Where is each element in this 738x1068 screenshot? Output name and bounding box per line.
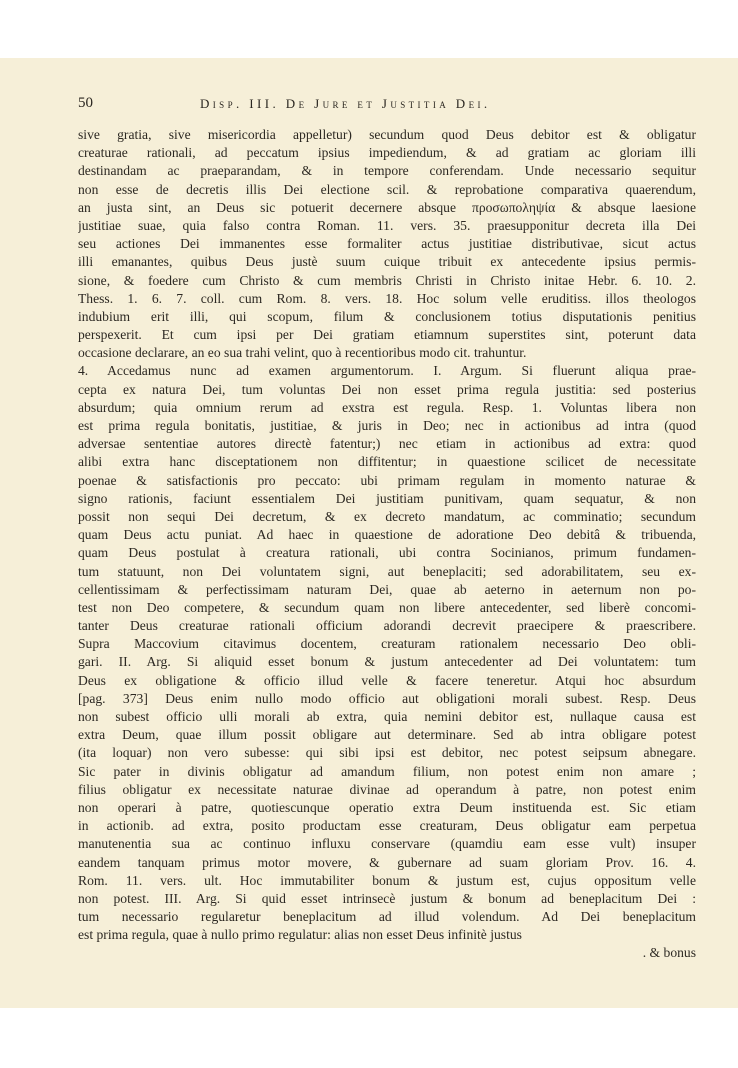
text-line: est prima regula, quae à nullo primo regulatur: alias non esset Deus infinitè justus	[78, 927, 522, 943]
text-line: in actionib. ad extra, posito productam esse creaturam, Deus obligatur eam perpetua	[78, 818, 696, 834]
text-line: tum necessario regularetur beneplacitum ad illud volendum. Ad Dei beneplacitum	[78, 909, 696, 925]
text-line: occasione declarare, an eo sua trahi velint, quo à recentioribus modo cit. trahuntur.	[78, 345, 527, 361]
text-line: quam Deus postulat à creatura rationali, ubi contra Socinianos, primum fundamen-	[78, 545, 696, 561]
text-line: quam Deus actu puniat. Ad haec in quaestione de adoratione Deo debitâ & tribuenda,	[78, 527, 696, 543]
text-line: Sic pater in divinis obligatur ad amandum filium, non potest enim non amare ;	[78, 763, 696, 779]
text-line: manutenentia sua ac continuo influxu conservare (quamdiu eam esse vult) insuper	[78, 836, 696, 852]
text-line: illi emanantes, quibus Deus justè suum cuique tribuit ex antecedente ipsius permis-	[78, 254, 696, 270]
text-line: tanter Deus creaturae rationali officium adorandi decrevit praecipere & praescribere.	[78, 618, 696, 634]
text-line: non operari à patre, quotiescunque operatio extra Deum instituenda est. Sic etiam	[78, 799, 696, 815]
text-line: indubium erit illi, qui scopum, filum & conclusionem totius disputationis penitius	[78, 308, 696, 324]
text-line: non potest. III. Arg. Si quid esset intrinsecè justum & bonum ad beneplacitum Dei :	[78, 890, 696, 906]
text-line: non esse de decretis illis Dei electione scil. & reprobatione comparativa quaerendum,	[78, 181, 696, 197]
text-line: seu actiones Dei immanentes esse formaliter actus justitiae distributivae, sicut actus	[78, 236, 696, 252]
text-line: test non Deo competere, & secundum quam non libere antecedenter, sed liberè concomi-	[78, 599, 696, 615]
text-line: 4. Accedamus nunc ad examen argumentorum. I. Argum. Si fluerunt aliqua prae-	[78, 363, 696, 379]
text-line: destinandam ac praeparandam, & in tempore conferendam. Unde necessario sequitur	[78, 163, 696, 179]
text-line: cellentissimam & perfectissimam naturam Dei, quae ab aeterno in aeternum non po-	[78, 581, 696, 597]
text-line: Rom. 11. vers. ult. Hoc immutabiliter bonum & justum est, cujus oppositum velle	[78, 872, 696, 888]
text-line: possit non sequi Dei decretum, & ex decreto mandatum, ac comminatio; secundum	[78, 508, 696, 524]
text-line: (ita loquar) non vero subesse: qui sibi ipsi est debitor, nec potest seipsum abnegare.	[78, 745, 696, 761]
text-line: creaturae rationali, ad peccatum ipsius impediendum, & ad gratiam ac gloriam illi	[78, 145, 696, 161]
text-line: an justa sint, an Deus sic potuerit decernere absque προσωποληψία & absque laesione	[78, 199, 696, 215]
text-line: [pag. 373] Deus enim nullo modo officio aut obligationi morali subest. Resp. Deus	[78, 690, 696, 706]
text-line: absurdum; quia omnium rerum ad exstra est regula. Resp. 1. Voluntas libera non	[78, 399, 696, 415]
text-line: Thess. 1. 6. 7. coll. cum Rom. 8. vers. 18. Hoc solum velle eruditiss. illos theologos	[78, 290, 696, 306]
running-head: Disp. III. De Jure et Justitia Dei.	[200, 96, 491, 111]
text-line: eandem tanquam primus motor movere, & gubernare ad suam gloriam Prov. 16. 4.	[78, 854, 696, 870]
text-line: extra Deum, quae illum possit obligare aut determinare. Sed ab intra obligare potest	[78, 727, 696, 743]
text-line: tum statuunt, non Dei voluntatem signi, aut beneplaciti; sed adorabilitatem, seu ex-	[78, 563, 696, 579]
text-line: Supra Maccovium citavimus docentem, creaturam rationalem necessario Deo obli-	[78, 636, 696, 652]
text-line: sione, & foedere cum Christo & cum membris Christi in Christo initae Hebr. 6. 10. 2.	[78, 272, 696, 288]
text-line: perspexerit. Et cum ipsi per Dei gratiam etiamnum superstites sint, poterunt data	[78, 327, 696, 343]
text-line: cepta ex natura Dei, tum voluntas Dei non esset prima regula justitia: sed posterius	[78, 381, 696, 397]
page-header	[78, 95, 696, 117]
text-line: filius obligatur ex necessitate naturae divinae ad operandum à patre, non potest enim	[78, 781, 696, 797]
text-line: adversae sententiae autores directè fatentur;) nec etiam in actionibus ad extra: quod	[78, 436, 696, 452]
text-line: est prima regula bonitatis, justitiae, & juris in Deo; nec in actionibus ad intra (quod	[78, 418, 696, 433]
text-line: non subest officio ulli morali ab extra, quia nemini debitor est, nullaque causa est	[78, 709, 696, 724]
text-line: signo rationis, faciunt essentialem Dei justitiam punitivam, quam sequatur, & non	[78, 490, 696, 506]
text-line: sive gratia, sive misericordia appelletur) secundum quod Deus debitor est & obligatur	[78, 127, 696, 142]
page-number: 50	[78, 95, 93, 111]
text-line: alibi extra hanc disceptationem non diffitentur; in quaestione scilicet de necessitate	[78, 454, 696, 470]
text-line: poenae & satisfactionis pro peccato: ubi primam regulam in momento naturae &	[78, 472, 696, 488]
text-line: justitiae suae, quia falso contra Roman. 11. vers. 35. praesupponitur decreta illa Dei	[78, 217, 696, 233]
text-line: . & bonus	[642, 945, 696, 961]
body-text	[78, 126, 696, 963]
text-line: Deus ex obligatione & officio illud velle & facere teneretur. Atqui hoc absurdum	[78, 672, 696, 688]
text-line: gari. II. Arg. Si aliquid esset bonum & justum antecedenter ad Dei voluntatem: tum	[78, 654, 696, 670]
